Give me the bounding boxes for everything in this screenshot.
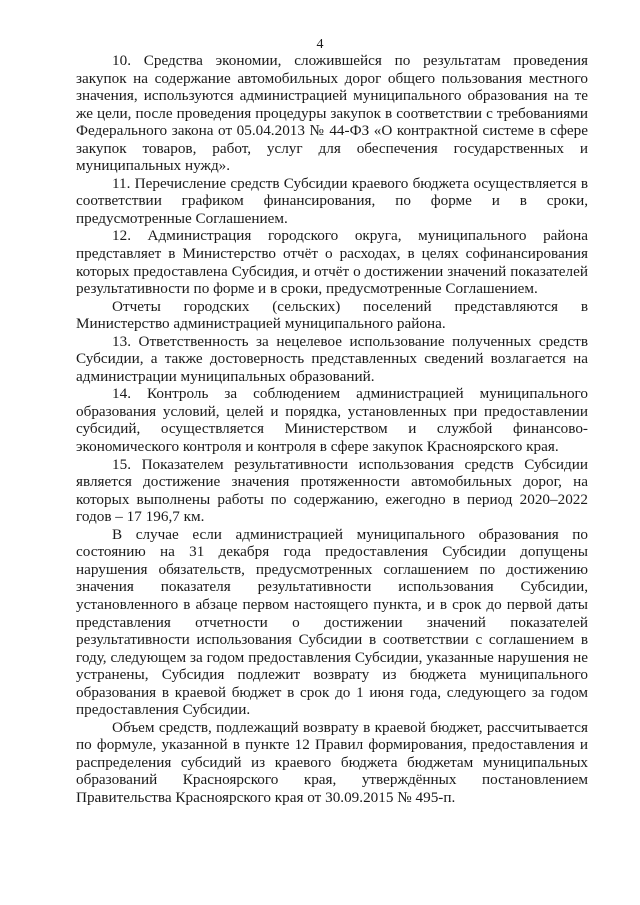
paragraph-12-settlement-reports: Отчеты городских (сельских) поселений представляются в Министерство администрацией муниципального района.: [76, 297, 588, 333]
paragraph-12-reporting: 12. Администрация городского округа, муниципального района представляет в Министерство отчёт о расходах, в целях софинансирования которых предоставлена Субсидия, и отчёт о достижении значений показателей результативности по форме и в сроки, предусмотренные Соглашением.: [76, 227, 588, 298]
page-number: 4: [316, 37, 324, 52]
paragraph-11-transfer: 11. Перечисление средств Субсидии краевого бюджета осуществляется в соответствии графиком финансирования, по форме и в сроки, предусмотренные Соглашением.: [76, 174, 588, 227]
paragraph-10-savings: 10. Средства экономии, сложившейся по результатам проведения закупок на содержание автомобильных дорог общего пользования местного значения, используются администрацией муниципального образования на те же цели, после проведения процедуры закупок в соответствии с требованиями Федерального закона от 05.04.2013 № 44-ФЗ «О контрактной системе в сфере закупок товаров, работ, услуг для обеспечения государственных и муниципальных нужд».: [76, 52, 588, 175]
paragraph-14-control: 14. Контроль за соблюдением администрацией муниципального образования условий, целей и порядка, установленных при предоставлении субсидий, осуществляется Министерством и службой финансово-экономического контроля и контроля в сфере закупок Красноярского края.: [76, 385, 588, 456]
paragraph-15-violations: В случае если администрацией муниципального образования по состоянию на 31 декабря года предоставления Субсидии допущены нарушения обязательств, предусмотренных соглашением по достижению значения показателя результативности использования Субсидии, установленного в абзаце первом настоящего пункта, и в срок до первой даты представления отчетности о достижении значений показателей результативности использования Субсидии в соответствии с соглашением в году, следующем за годом предоставления Субсидии, указанные нарушения не устранены, Субсидия подлежит возврату из бюджета муниципального образования в краевой бюджет в срок до 1 июня года, следующего за годом предоставления Субсидии.: [76, 525, 588, 719]
paragraph-13-responsibility: 13. Ответственность за нецелевое использование полученных средств Субсидии, а также достоверность представленных сведений возлагается на администрации муниципальных образований.: [76, 332, 588, 385]
document-body: [76, 52, 588, 807]
paragraph-15-refund-amount: Объем средств, подлежащий возврату в краевой бюджет, рассчитывается по формуле, указанной в пункте 12 Правил формирования, предоставления и распределения субсидий из краевого бюджета бюджетам муниципальных образований Красноярского края, утверждённых постановлением Правительства Красноярского края от 30.09.2015 № 495-п.: [76, 718, 588, 806]
paragraph-15-indicator: 15. Показателем результативности использования средств Субсидии является достижение значения протяженности автомобильных дорог, на которых выполнены работы по содержанию, ежегодно в период 2020–2022 годов – 17 196,7 км.: [76, 455, 588, 526]
